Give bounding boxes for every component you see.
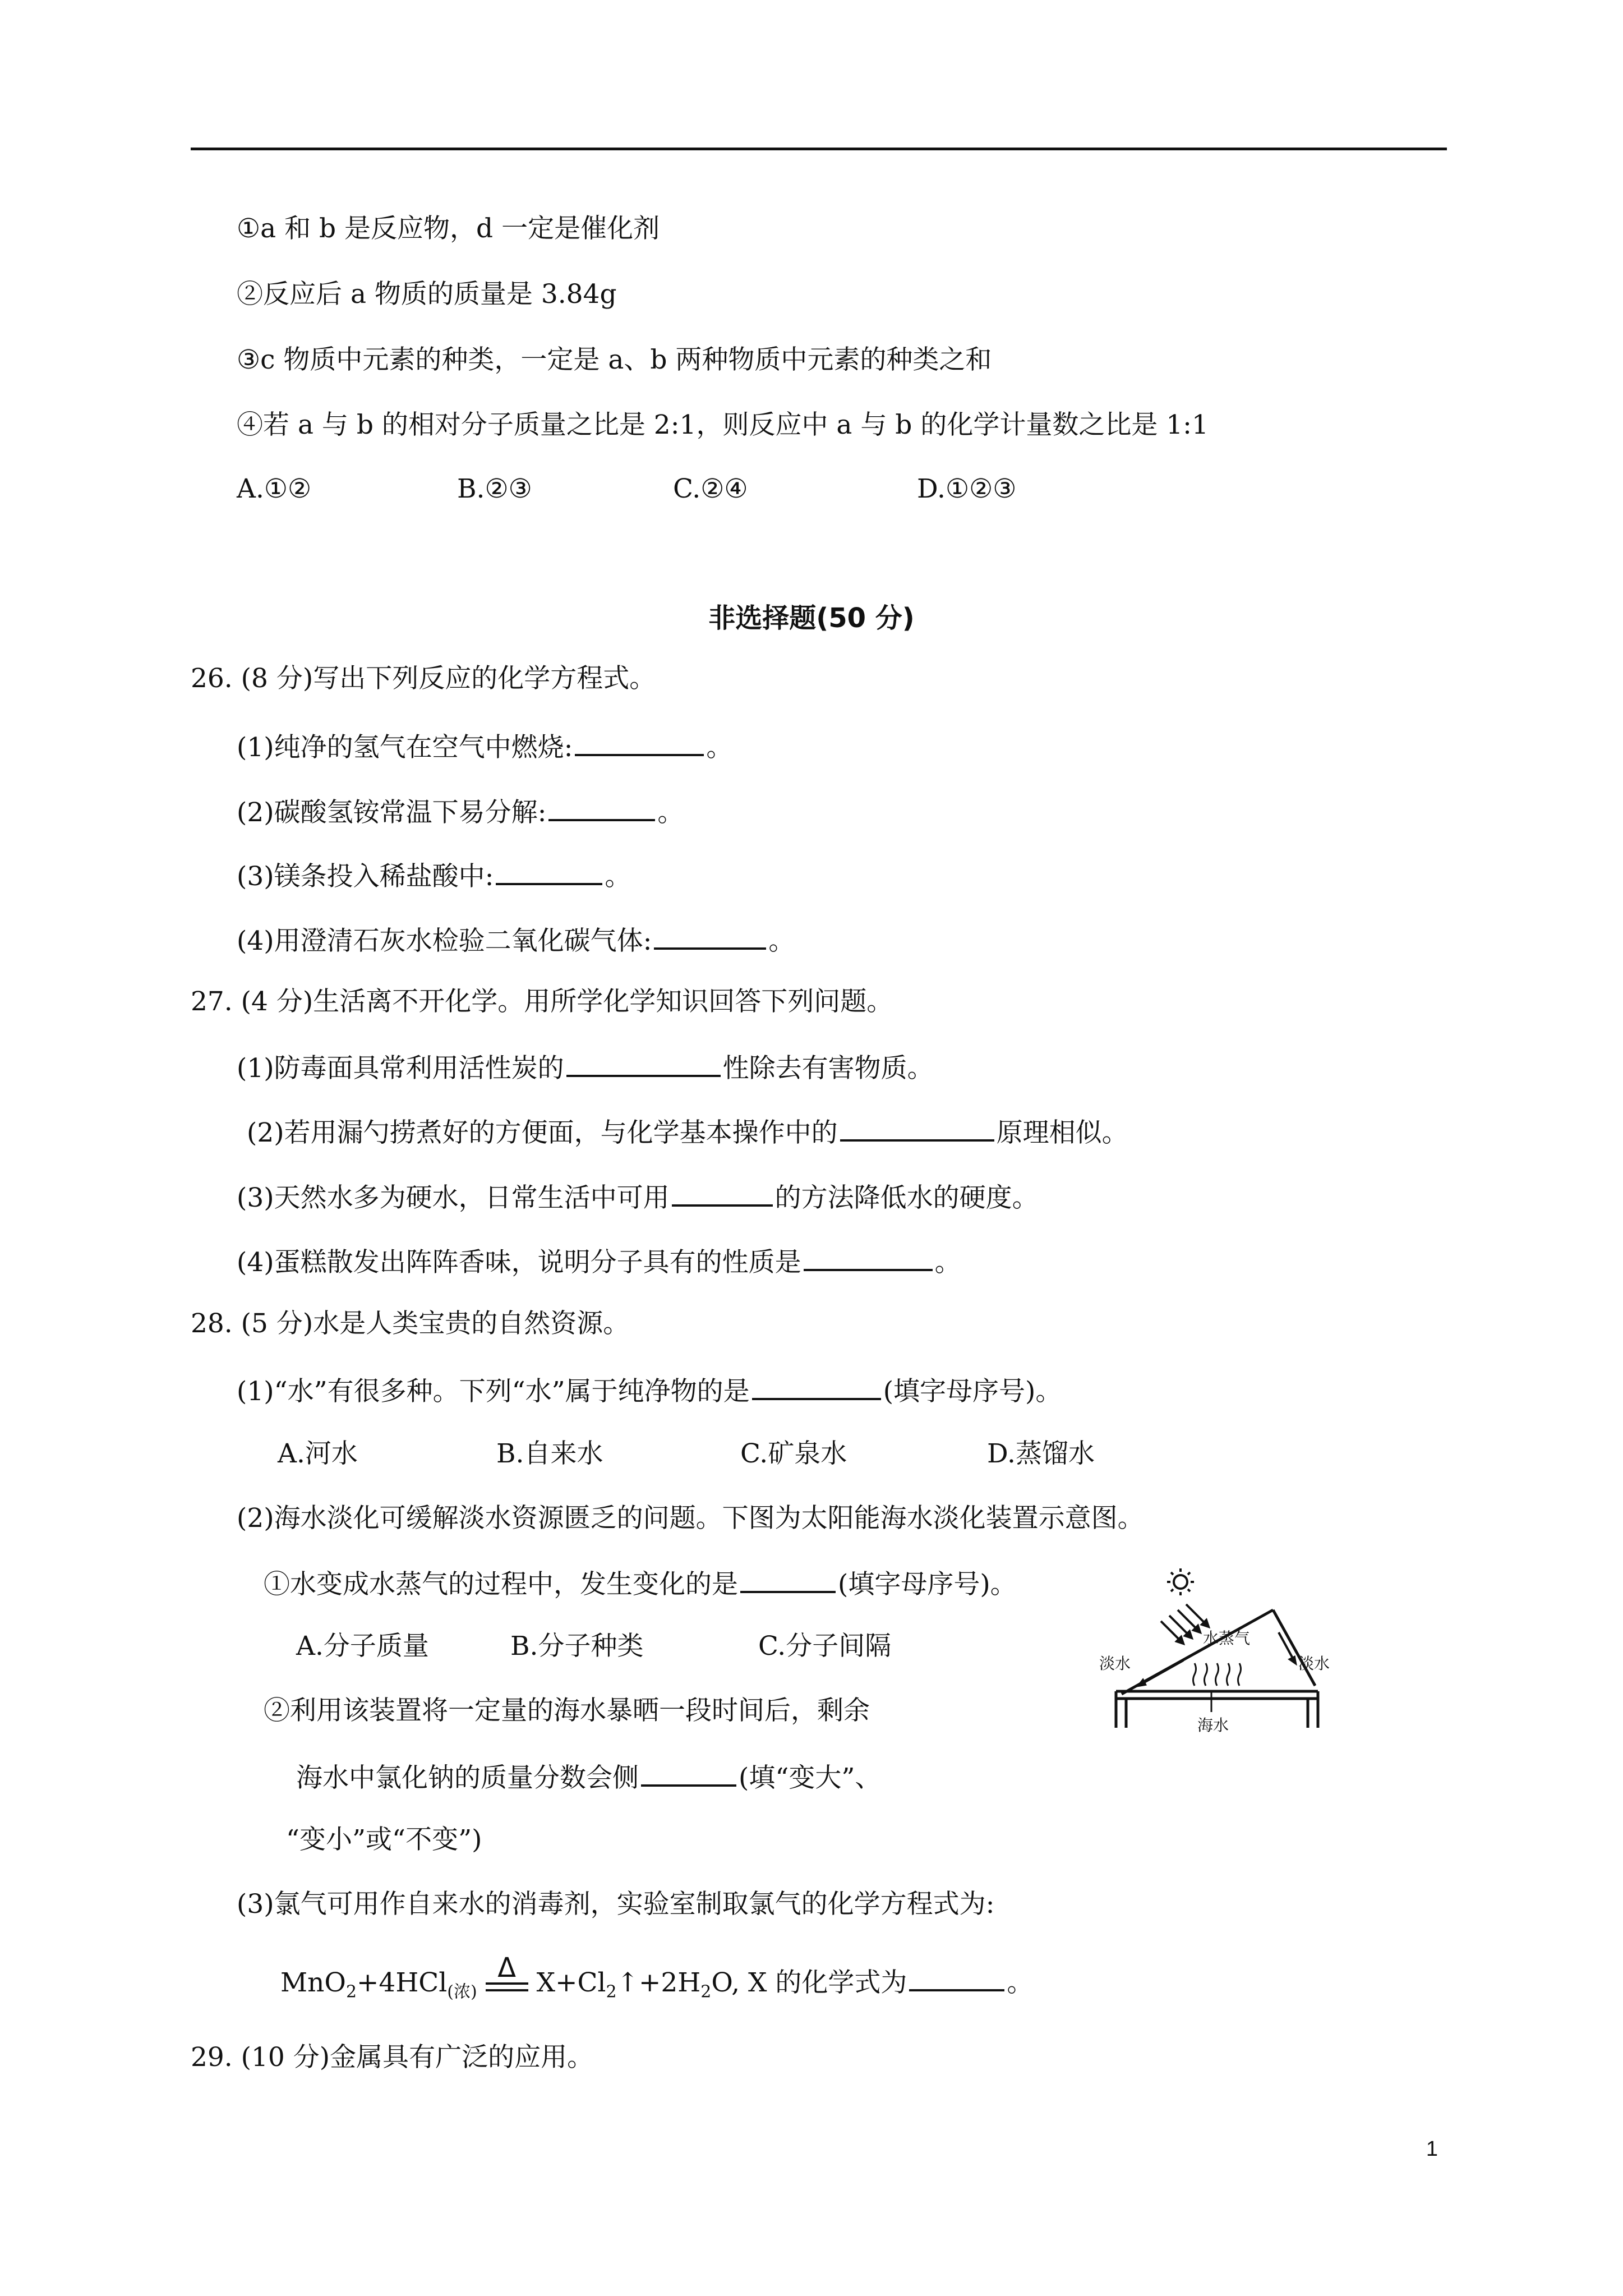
q28-item-2-2-b: (填“变大”、 [739, 1763, 882, 1793]
eq-part: X+Cl [536, 1967, 606, 1998]
answer-blank[interactable] [654, 922, 766, 950]
statement-1: ①a 和 b 是反应物，d 一定是催化剂 [237, 213, 660, 244]
q26-stem: 26. (8 分)写出下列反应的化学方程式。 [191, 663, 656, 694]
answer-blank[interactable] [641, 1759, 736, 1787]
q28-item-2: (2)海水淡化可缓解淡水资源匮乏的问题。下图为太阳能海水淡化装置示意图。 [237, 1503, 1144, 1534]
q27-item-4-b: 。 [934, 1247, 961, 1278]
q26-item-4 [237, 922, 795, 958]
q27-item-3-b: 的方法降低水的硬度。 [774, 1182, 1039, 1213]
option-a: A.①② [237, 473, 312, 504]
header-rule [191, 148, 1447, 150]
q26-item-3-text: (3)镁条投入稀盐酸中: [237, 861, 494, 892]
page-number: 1 [1426, 2137, 1438, 2161]
vapor-arrows [1193, 1663, 1241, 1686]
eq-part: +4HCl [357, 1967, 448, 1998]
eq-subscript: 2 [345, 1982, 357, 2002]
q26-item-4-end: 。 [768, 926, 795, 956]
q27-item-4-a: (4)蛋糕散发出阵阵香味，说明分子具有的性质是 [237, 1247, 801, 1278]
q26-item-3-end: 。 [605, 861, 631, 892]
q28-item-2-2-line-3: “变小”或“不变”) [286, 1824, 482, 1855]
answer-blank[interactable] [575, 728, 704, 756]
q27-item-1 [237, 1049, 934, 1085]
eq-part: MnO [280, 1967, 346, 1998]
q28-item-2-1-a: ①水变成水蒸气的过程中，发生变化的是 [264, 1569, 738, 1600]
answer-blank[interactable] [566, 1049, 721, 1077]
label-water-vapor: 水蒸气 [1203, 1629, 1251, 1648]
statement-2: ②反应后 a 物质的质量是 3.84g [237, 279, 617, 310]
answer-blank[interactable] [840, 1114, 994, 1142]
q27-item-3-a: (3)天然水多为硬水，日常生活中可用 [237, 1182, 670, 1213]
label-fresh-water-right: 淡水 [1298, 1654, 1330, 1673]
option-d: D.①②③ [917, 473, 1017, 504]
q27-item-4 [237, 1243, 961, 1280]
chemical-equation [280, 1952, 1034, 2009]
delta-symbol: Δ [497, 1952, 517, 1984]
q26-item-4-text: (4)用澄清石灰水检验二氧化碳气体: [237, 926, 652, 956]
answer-blank[interactable] [909, 1963, 1004, 1991]
q28-item-3: (3)氯气可用作自来水的消毒剂，实验室制取氯气的化学方程式为: [237, 1889, 995, 1920]
q28-2-option-a: A.分子质量 [296, 1631, 429, 1662]
q28-stem: 28. (5 分)水是人类宝贵的自然资源。 [191, 1308, 630, 1339]
q28-option-c: C.矿泉水 [740, 1438, 847, 1469]
q28-item-2-2-line-2 [296, 1759, 881, 1795]
q27-item-2 [247, 1114, 1128, 1150]
answer-blank[interactable] [672, 1179, 773, 1207]
q28-option-a: A.河水 [278, 1438, 358, 1469]
q27-item-2-a: (2)若用漏勺捞煮好的方便面，与化学基本操作中的 [247, 1117, 838, 1148]
q26-item-2-end: 。 [657, 797, 684, 828]
eq-part: ↑+2H [616, 1967, 701, 1998]
solar-desalination-figure [1099, 1565, 1335, 1750]
heating-sign [486, 1952, 528, 1991]
q28-item-2-2-line-1: ②利用该装置将一定量的海水暴晒一段时间后，剩余 [264, 1695, 870, 1726]
eq-part: O, X 的化学式为 [711, 1967, 907, 1998]
q28-item-1 [237, 1372, 1062, 1409]
sun-icon [1167, 1568, 1194, 1595]
q28-item-2-1-b: (填字母序号)。 [838, 1569, 1017, 1600]
q28-item-2-2-a: 海水中氯化钠的质量分数会侧 [296, 1763, 639, 1793]
statement-3: ③c 物质中元素的种类，一定是 a、b 两种物质中元素的种类之和 [237, 344, 992, 375]
label-sea-water: 海水 [1197, 1716, 1229, 1734]
device-frame [1116, 1610, 1318, 1728]
answer-blank[interactable] [740, 1565, 836, 1593]
q28-item-1-b: (填字母序号)。 [883, 1376, 1062, 1407]
q29-stem: 29. (10 分)金属具有广泛的应用。 [191, 2042, 594, 2073]
answer-blank[interactable] [804, 1243, 933, 1271]
q26-item-3 [237, 857, 631, 894]
q26-item-2-text: (2)碳酸氢铵常温下易分解: [237, 797, 547, 828]
eq-end: 。 [1007, 1967, 1034, 1998]
q26-item-1 [237, 728, 732, 765]
q28-2-option-c: C.分子间隔 [758, 1631, 892, 1662]
q26-item-1-end: 。 [706, 732, 733, 763]
q28-item-1-a: (1)“水”有很多种。下列“水”属于纯净物的是 [237, 1376, 750, 1407]
q28-2-option-b: B.分子种类 [510, 1631, 644, 1662]
option-c: C.②④ [673, 473, 748, 504]
q27-item-2-b: 原理相似。 [996, 1117, 1128, 1148]
q27-item-1-a: (1)防毒面具常利用活性炭的 [237, 1053, 564, 1084]
label-fresh-water-left: 淡水 [1099, 1654, 1131, 1673]
q28-option-b: B.自来水 [496, 1438, 603, 1469]
eq-subscript: 2 [700, 1982, 712, 2002]
answer-blank[interactable] [548, 793, 655, 821]
section-title: 非选择题(50 分) [708, 602, 915, 634]
answer-blank[interactable] [752, 1372, 881, 1400]
q27-item-1-b: 性除去有害物质。 [722, 1053, 934, 1084]
sunlight-arrows [1161, 1604, 1209, 1644]
q27-item-3 [237, 1179, 1039, 1215]
q28-item-2-1 [264, 1565, 1017, 1602]
q26-item-1-text: (1)纯净的氢气在空气中燃烧: [237, 732, 573, 763]
statement-4: ④若 a 与 b 的相对分子质量之比是 2:1，则反应中 a 与 b 的化学计量数之比是 1:1 [237, 409, 1209, 440]
eq-subscript: 2 [606, 1982, 617, 2002]
q26-item-2 [237, 793, 684, 830]
answer-blank[interactable] [496, 857, 602, 885]
q27-stem: 27. (4 分)生活离不开化学。用所学化学知识回答下列问题。 [191, 986, 893, 1017]
option-b: B.②③ [457, 473, 532, 504]
eq-subscript: (浓) [447, 1982, 477, 2002]
q28-option-d: D.蒸馏水 [987, 1438, 1095, 1469]
